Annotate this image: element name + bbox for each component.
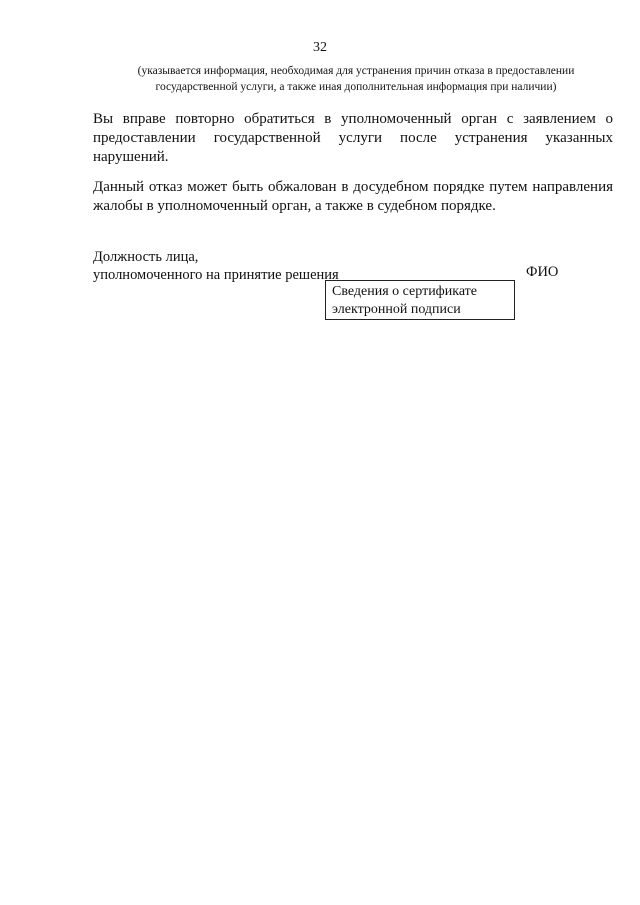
certificate-line-1: Сведения о сертификате <box>332 284 478 299</box>
signature-certificate-box <box>325 280 515 320</box>
appeal-paragraph: Данный отказ может быть обжалован в досудебном порядке путем направления жалобы в уполномоченный орган, а также в судебном порядке. <box>93 179 613 214</box>
instruction-note-line-2: государственной услуги, а также иная дополнительная информация при наличии) <box>155 81 557 93</box>
signatory-position-line-1: Должность лица, <box>93 249 199 265</box>
page-number: 32 <box>313 40 327 55</box>
signatory-position-line-2: уполномоченного на принятие решения <box>93 267 339 283</box>
certificate-line-2: электронной подписи <box>332 302 461 317</box>
instruction-note <box>96 63 616 95</box>
instruction-note-line-1: (указывается информация, необходимая для устранения причин отказа в предоставлении <box>137 65 575 77</box>
signatory-position <box>93 248 339 284</box>
reapply-paragraph: Вы вправе повторно обратиться в уполномоченный орган с заявлением о предоставлении государственной услуги после устранения указанных нарушений. <box>93 111 613 165</box>
signatory-name-label: ФИО <box>526 264 559 280</box>
